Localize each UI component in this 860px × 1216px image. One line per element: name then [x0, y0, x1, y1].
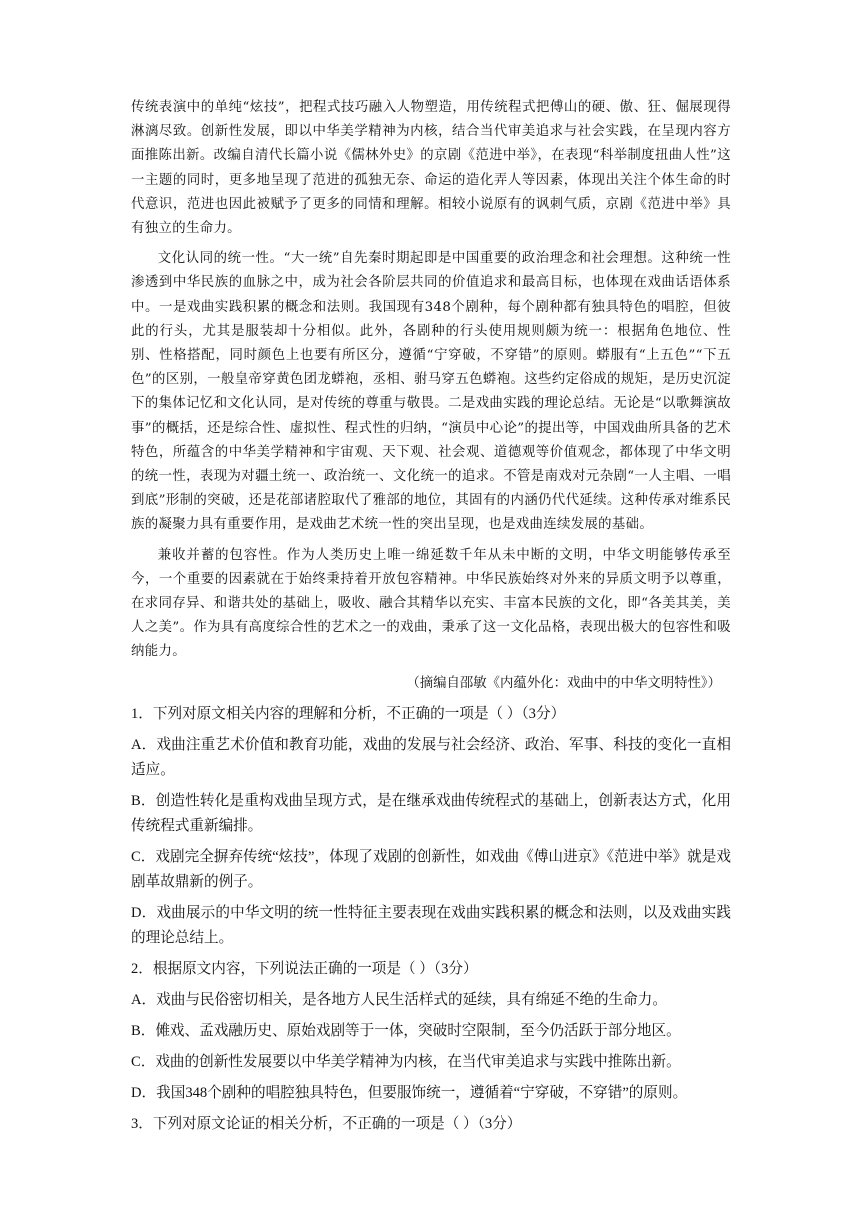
question-2	[131, 957, 731, 1106]
passage-paragraph-2: 文化认同的统一性。“大一统”自先秦时期起即是中国重要的政治理念和社会理想。这种统一性渗透到中华民族的血脉之中，成为社会各阶层共同的价值追求和最高目标，也体现在戏曲话语体系中。一是戏曲实践积累的概念和法则。我国现有348个剧种，每个剧种都有独具特色的唱腔，但彼此的行头，尤其是服装却十分相似。此外，各剧种的行头使用规则颇为统一：根据角色地位、性别、性格搭配，同时颜色上也要有所区分，遵循“宁穿破，不穿错”的原则。蟒服有“上五色”“下五色”的区别，一般皇帝穿黄色团龙蟒袍，丞相、驸马穿五色蟒袍。这些约定俗成的规矩，是历史沉淀下的集体记忆和文化认同，是对传统的尊重与敬畏。二是戏曲实践的理论总结。无论是“以歌舞演故事”的概括，还是综合性、虚拟性、程式性的归纳，“演员中心论”的提出等，中国戏曲所具备的艺术特色，所蕴含的中华美学精神和宇宙观、天下观、社会观、道德观等价值观念，都体现了中华文明的统一性，表现为对疆土统一、政治统一、文化统一的追求。不管是南戏对元杂剧“一人主唱、一唱到底”形制的突破，还是花部诸腔取代了雅部的地位，其固有的内涵仍代代延续。这种传承对维系民族的凝聚力具有重要作用，是戏曲艺术统一性的突出呈现，也是戏曲连续发展的基础。	[131, 251, 731, 533]
option-b: B．创造性转化是重构戏曲呈现方式，是在继承戏曲传统程式的基础上，创新表达方式，化用传统程式重新编排。	[131, 793, 731, 834]
option-c: C．戏曲的创新性发展要以中华美学精神为内核，在当代审美追求与实践中推陈出新。	[131, 1054, 681, 1070]
option-d: D．戏曲展示的中华文明的统一性特征主要表现在戏曲实践积累的概念和法则，以及戏曲实践的理论总结上。	[131, 905, 731, 946]
question-3	[131, 1112, 731, 1137]
passage-paragraph-3: 兼收并蓄的包容性。作为人类历史上唯一绵延数千年从未中断的文明，中华文明能够传承至今，一个重要的因素就在于始终秉持着开放包容精神。中华民族始终对外来的异质文明予以尊重，在求同存异、和谐共处的基础上，吸收、融合其精华以充实、丰富本民族的文化，即“各美其美，美人之美”。作为具有高度综合性的艺术之一的戏曲，秉承了这一文化品格，表现出极大的包容性和吸纳能力。	[131, 547, 731, 660]
option-c: C．戏剧完全摒弃传统“炫技”，体现了戏剧的创新性，如戏曲《傅山进京》《范进中举》就是戏剧革故鼎新的例子。	[131, 849, 731, 890]
option-a: A．戏曲与民俗密切相关，是各地方人民生活样式的延续，具有绵延不绝的生命力。	[131, 992, 667, 1008]
question-1	[131, 702, 731, 951]
option-d: D．我国348个剧种的唱腔独具特色，但要服饰统一，遵循着“宁穿破，不穿错”的原则。	[131, 1085, 688, 1101]
question-stem: 3．下列对原文论证的相关分析，不正确的一项是（ ）（3分）	[131, 1116, 522, 1132]
question-list	[131, 702, 731, 1143]
reading-passage	[131, 96, 731, 671]
passage-source: （摘编自邵敏《内蕴外化：戏曲中的中华文明特性》）	[406, 676, 721, 691]
option-b: B．傩戏、孟戏融历史、原始戏剧等于一体，突破时空限制，至今仍活跃于部分地区。	[131, 1023, 681, 1039]
question-stem: 1．下列对原文相关内容的理解和分析，不正确的一项是（ ）（3分）	[131, 706, 566, 722]
passage-paragraph-1: 传统表演中的单纯“炫技”，把程式技巧融入人物塑造，用传统程式把傅山的硬、傲、狂、倔展现得淋漓尽致。创新性发展，即以中华美学精神为内核，结合当代审美追求与社会实践，在呈现内容方面推陈出新。改编自清代长篇小说《儒林外史》的京剧《范进中举》，在表现“科举制度扭曲人性”这一主题的同时，更多地呈现了范进的孤独无奈、命运的造化弄人等因素，体现出关注个体生命的时代意识，范进也因此被赋予了更多的同情和理解。相较小说原有的讽刺气质，京剧《范进中举》具有独立的生命力。	[131, 100, 731, 237]
option-a: A．戏曲注重艺术价值和教育功能，戏曲的发展与社会经济、政治、军事、科技的变化一直相适应。	[131, 737, 731, 778]
question-stem: 2．根据原文内容，下列说法正确的一项是（ ）（3分）	[131, 961, 478, 977]
